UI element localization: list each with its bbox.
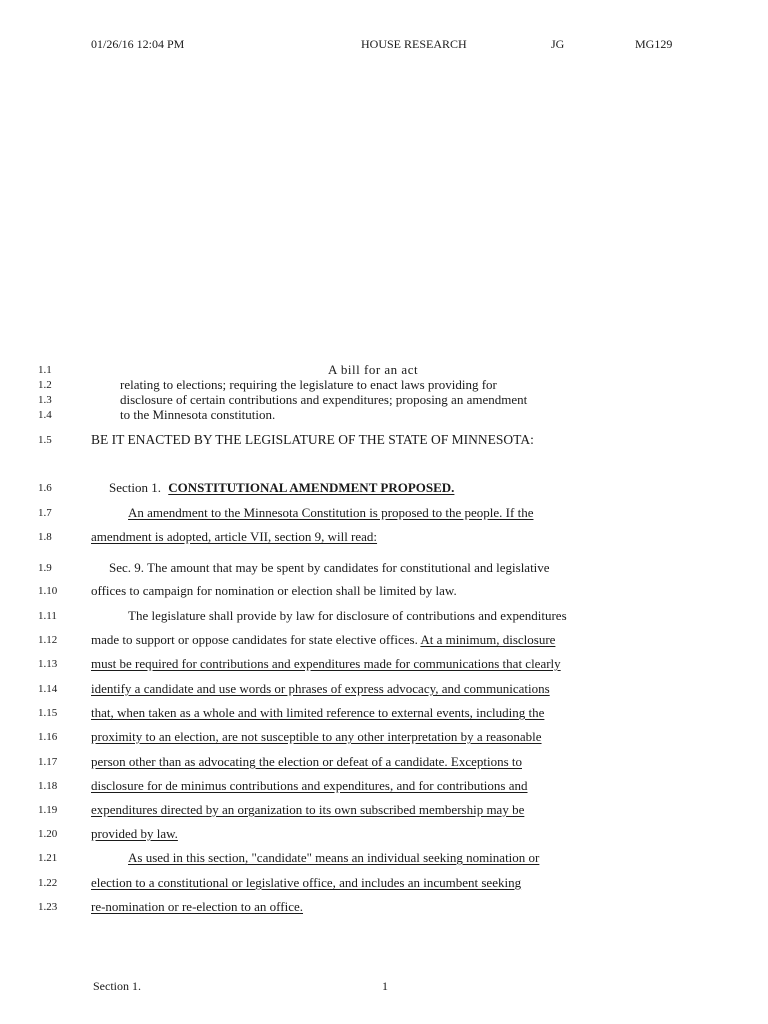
body-line: expenditures directed by an organization to its own subscribed membership may be <box>91 802 525 817</box>
line-number: 1.2 <box>38 379 52 391</box>
body-line: identify a candidate and use words or phrases of express advocacy, and communications <box>91 681 550 696</box>
footer-page-number: 1 <box>382 979 388 993</box>
body-line: proximity to an election, are not susceptible to any other interpretation by a reasonable <box>91 729 542 744</box>
section-title: CONSTITUTIONAL AMENDMENT PROPOSED. <box>168 480 455 495</box>
header-doc-id: MG129 <box>635 37 673 51</box>
line-number: 1.20 <box>38 828 58 840</box>
body-line-plain: made to support or oppose candidates for state elective offices. <box>91 632 418 647</box>
enacting-clause: BE IT ENACTED BY THE LEGISLATURE OF THE STATE OF MINNESOTA: <box>91 432 534 447</box>
line-number: 1.11 <box>38 610 57 622</box>
line-number: 1.15 <box>38 707 58 719</box>
line-number: 1.6 <box>38 482 52 494</box>
bill-description-line: relating to elections; requiring the legislature to enact laws providing for <box>120 377 497 392</box>
line-number: 1.22 <box>38 877 58 889</box>
body-line: provided by law. <box>91 826 178 841</box>
line-number: 1.17 <box>38 756 58 768</box>
body-line-inserted: At a minimum, disclosure <box>420 632 556 647</box>
bill-description-line: to the Minnesota constitution. <box>120 407 276 422</box>
line-number: 1.8 <box>38 531 52 543</box>
line-number: 1.23 <box>38 901 58 913</box>
section-label: Section 1. <box>109 480 161 495</box>
line-number: 1.18 <box>38 780 58 792</box>
body-line: election to a constitutional or legislative office, and includes an incumbent seeking <box>91 875 522 890</box>
body-line: offices to campaign for nomination or election shall be limited by law. <box>91 583 457 598</box>
line-number: 1.16 <box>38 731 58 743</box>
header-initials: JG <box>551 37 565 51</box>
body-line: An amendment to the Minnesota Constitution is proposed to the people. If the <box>128 505 534 520</box>
line-number: 1.21 <box>38 852 58 864</box>
body-line: re-nomination or re-election to an office. <box>91 899 304 914</box>
body-line: As used in this section, "candidate" means an individual seeking nomination or <box>128 850 540 865</box>
line-number: 1.12 <box>38 634 58 646</box>
line-number: 1.1 <box>38 364 52 376</box>
line-number: 1.9 <box>38 562 52 574</box>
header-office: HOUSE RESEARCH <box>361 37 467 51</box>
body-line: Sec. 9. The amount that may be spent by candidates for constitutional and legislative <box>109 560 550 575</box>
line-number: 1.10 <box>38 585 58 597</box>
header-timestamp: 01/26/16 12:04 PM <box>91 37 185 51</box>
body-line: person other than as advocating the election or defeat of a candidate. Exceptions to <box>91 754 522 769</box>
line-number: 1.4 <box>38 409 52 421</box>
line-number: 1.19 <box>38 804 58 816</box>
body-line: The legislature shall provide by law for disclosure of contributions and expenditures <box>128 608 567 623</box>
line-number: 1.5 <box>38 434 52 446</box>
bill-description-line: disclosure of certain contributions and expenditures; proposing an amendment <box>120 392 528 407</box>
body-line <box>91 632 555 648</box>
footer-section: Section 1. <box>93 979 141 993</box>
body-line: that, when taken as a whole and with limited reference to external events, including the <box>91 705 545 720</box>
bill-title: A bill for an act <box>328 362 419 377</box>
line-number: 1.7 <box>38 507 52 519</box>
body-line: disclosure for de minimus contributions and expenditures, and for contributions and <box>91 778 528 793</box>
body-line: must be required for contributions and expenditures made for communications that clearly <box>91 656 561 671</box>
line-number: 1.3 <box>38 394 52 406</box>
body-line: amendment is adopted, article VII, section 9, will read: <box>91 529 378 544</box>
line-number: 1.13 <box>38 658 58 670</box>
line-number: 1.14 <box>38 683 58 695</box>
section-heading <box>109 480 454 496</box>
